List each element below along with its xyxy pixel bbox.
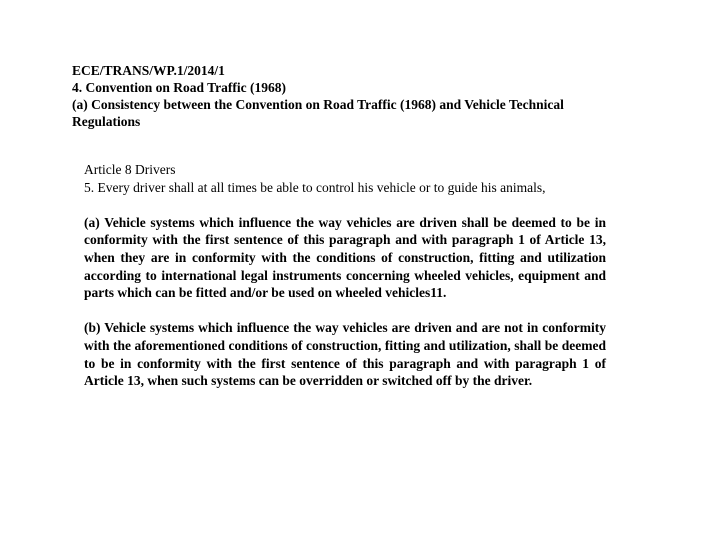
paragraph-spacer (84, 196, 606, 214)
document-header (72, 62, 632, 130)
article-intro: 5. Every driver shall at all times be able to control his vehicle or to guide his animals, (84, 179, 546, 195)
paragraph-a: (a) Vehicle systems which influence the way vehicles are driven shall be deemed to be in conformity with the first sentence of this paragraph and with paragraph 1 of Article 13, when they are in conformity with the conditions of construction, fitting and utilization according to international legal instruments concerning wheeled vehicles, equipment and parts which can be fitted and/or be used on wheeled vehicles11. (84, 214, 606, 301)
document-reference: ECE/TRANS/WP.1/2014/1 (72, 63, 225, 78)
paragraph-b: (b) Vehicle systems which influence the way vehicles are driven and are not in conformity with the aforementioned conditions of construction, fitting and utilization, shall be deemed to be in conformity with the first sentence of this paragraph and with paragraph 1 of Article 13, when such systems can be overridden or switched off by the driver. (84, 320, 606, 389)
article-title: Article 8 Drivers (84, 162, 176, 177)
section-heading: 4. Convention on Road Traffic (1968) (72, 80, 287, 95)
paragraph-spacer (84, 302, 606, 320)
article-body (84, 161, 606, 390)
subsection-heading: (a) Consistency between the Convention on Road Traffic (1968) and Vehicle Technical Regulations (72, 97, 564, 129)
